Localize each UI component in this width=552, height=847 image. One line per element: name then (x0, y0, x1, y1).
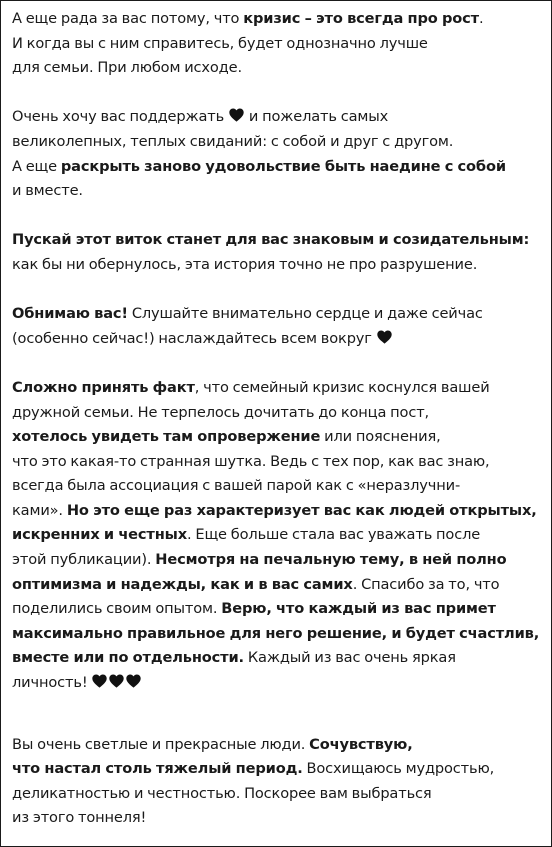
text-line (12, 179, 544, 204)
text-line (12, 376, 544, 401)
text-line (12, 474, 544, 499)
text-line (12, 253, 544, 278)
text-line (12, 597, 544, 622)
text: Восхищаюсь мудростью, (302, 760, 495, 778)
text: Каждый из вас очень яркая (243, 649, 456, 667)
text-line (12, 671, 544, 696)
text: великолепных, теплых свиданий: с собой и друг с другом. (12, 132, 454, 150)
text: И когда вы с ним справитесь, будет однозначно лучше (12, 34, 428, 52)
text: как бы ни обернулось, эта история точно не про разрушение. (12, 255, 478, 273)
text-line (12, 32, 544, 57)
text: . Спасибо за то, что (352, 575, 500, 593)
heart-icon (109, 674, 124, 688)
bold-text: Верю, что каждый из вас примет (221, 600, 496, 618)
text-line (12, 130, 544, 155)
text: и пожелать самых (244, 108, 389, 126)
bold-text: хотелось увидеть там опровержение (12, 428, 321, 446)
text: из этого тоннеля! (12, 809, 147, 827)
bold-text: Обнимаю вас! (12, 305, 128, 323)
text-line (12, 56, 544, 81)
text: . Еще больше стала вас уважать после (187, 526, 481, 544)
text-line (12, 302, 544, 327)
paragraph (12, 105, 544, 203)
text-line (12, 782, 544, 807)
text-line (12, 327, 544, 352)
bold-text: что настал столь тяжелый период. (12, 760, 303, 778)
paragraph-gap (12, 204, 544, 229)
text: для семьи. При любом исходе. (12, 59, 242, 77)
bold-text: Но это еще раз характеризует вас как людей открытых, (66, 501, 537, 519)
text-line (12, 425, 544, 450)
bold-text: вместе или по отдельности. (12, 649, 244, 667)
heart-icon (377, 330, 392, 344)
text: Вы очень светлые и прекрасные люди. (12, 735, 310, 753)
heart-icon (126, 674, 141, 688)
paragraph-gap (12, 81, 544, 106)
paragraph (12, 733, 544, 831)
bold-text: кризис – это всегда про рост (243, 10, 479, 27)
text-line (12, 499, 544, 524)
paragraph (12, 376, 544, 696)
paragraph (12, 302, 544, 351)
text: этой публикации). (12, 551, 156, 569)
paragraph-gap (12, 351, 544, 376)
text: Очень хочу вас поддержать (12, 108, 228, 126)
text-line (12, 573, 544, 598)
text: А еще (12, 157, 61, 175)
text-line (12, 228, 544, 253)
heart-icon (229, 108, 244, 122)
paragraph (12, 7, 544, 81)
bold-text: Сложно принять факт (12, 378, 195, 396)
text-line (12, 757, 544, 782)
paragraph-gap (12, 696, 544, 733)
text: . (478, 10, 484, 27)
text-line (12, 450, 544, 475)
text: , что семейный кризис коснулся вашей (194, 378, 490, 396)
paragraph (12, 228, 544, 277)
document-body (12, 7, 544, 831)
paragraph-gap (12, 278, 544, 303)
bold-text: раскрыть заново удовольствие быть наедине с собой (60, 157, 506, 175)
text-line (12, 523, 544, 548)
text: всегда была ассоциация с вашей парой как с «неразлучни- (12, 477, 461, 495)
bold-text: искренних и честных (12, 526, 187, 544)
text: Слушайте внимательно сердце и даже сейчас (127, 305, 483, 323)
heart-icon (92, 674, 107, 688)
text: и вместе. (12, 182, 83, 200)
text: А еще рада за вас потому, что (12, 10, 244, 27)
text-line (12, 548, 544, 573)
text: что это какая-то странная шутка. Ведь с тех пор, как вас знаю, (12, 452, 490, 470)
text-line (12, 733, 544, 758)
text: поделились своим опытом. (12, 600, 222, 618)
text: ками». (12, 501, 67, 519)
bold-text: Пускай этот виток станет для вас знаковым и созидательным: (12, 231, 530, 249)
bold-text: максимально правильное для него решение, и будет счастлив, (12, 624, 540, 642)
text-line (12, 806, 544, 831)
bold-text: Несмотря на печальную тему, в ней полно (155, 551, 507, 569)
text: личность! (12, 674, 92, 692)
text: (особенно сейчас!) наслаждайтесь всем вокруг (12, 329, 376, 347)
text-line (12, 401, 544, 426)
bold-text: оптимизма и надежды, как и в вас самих (12, 575, 353, 593)
text-line (12, 7, 544, 32)
text-line (12, 646, 544, 671)
text-line (12, 155, 544, 180)
text: деликатностью и честностью. Поскорее вам выбраться (12, 784, 432, 802)
bold-text: Сочувствую, (309, 735, 413, 753)
text-line (12, 622, 544, 647)
text: дружной семьи. Не терпелось дочитать до конца пост, (12, 403, 430, 421)
text-line (12, 105, 544, 130)
text: или пояснения, (320, 428, 441, 446)
